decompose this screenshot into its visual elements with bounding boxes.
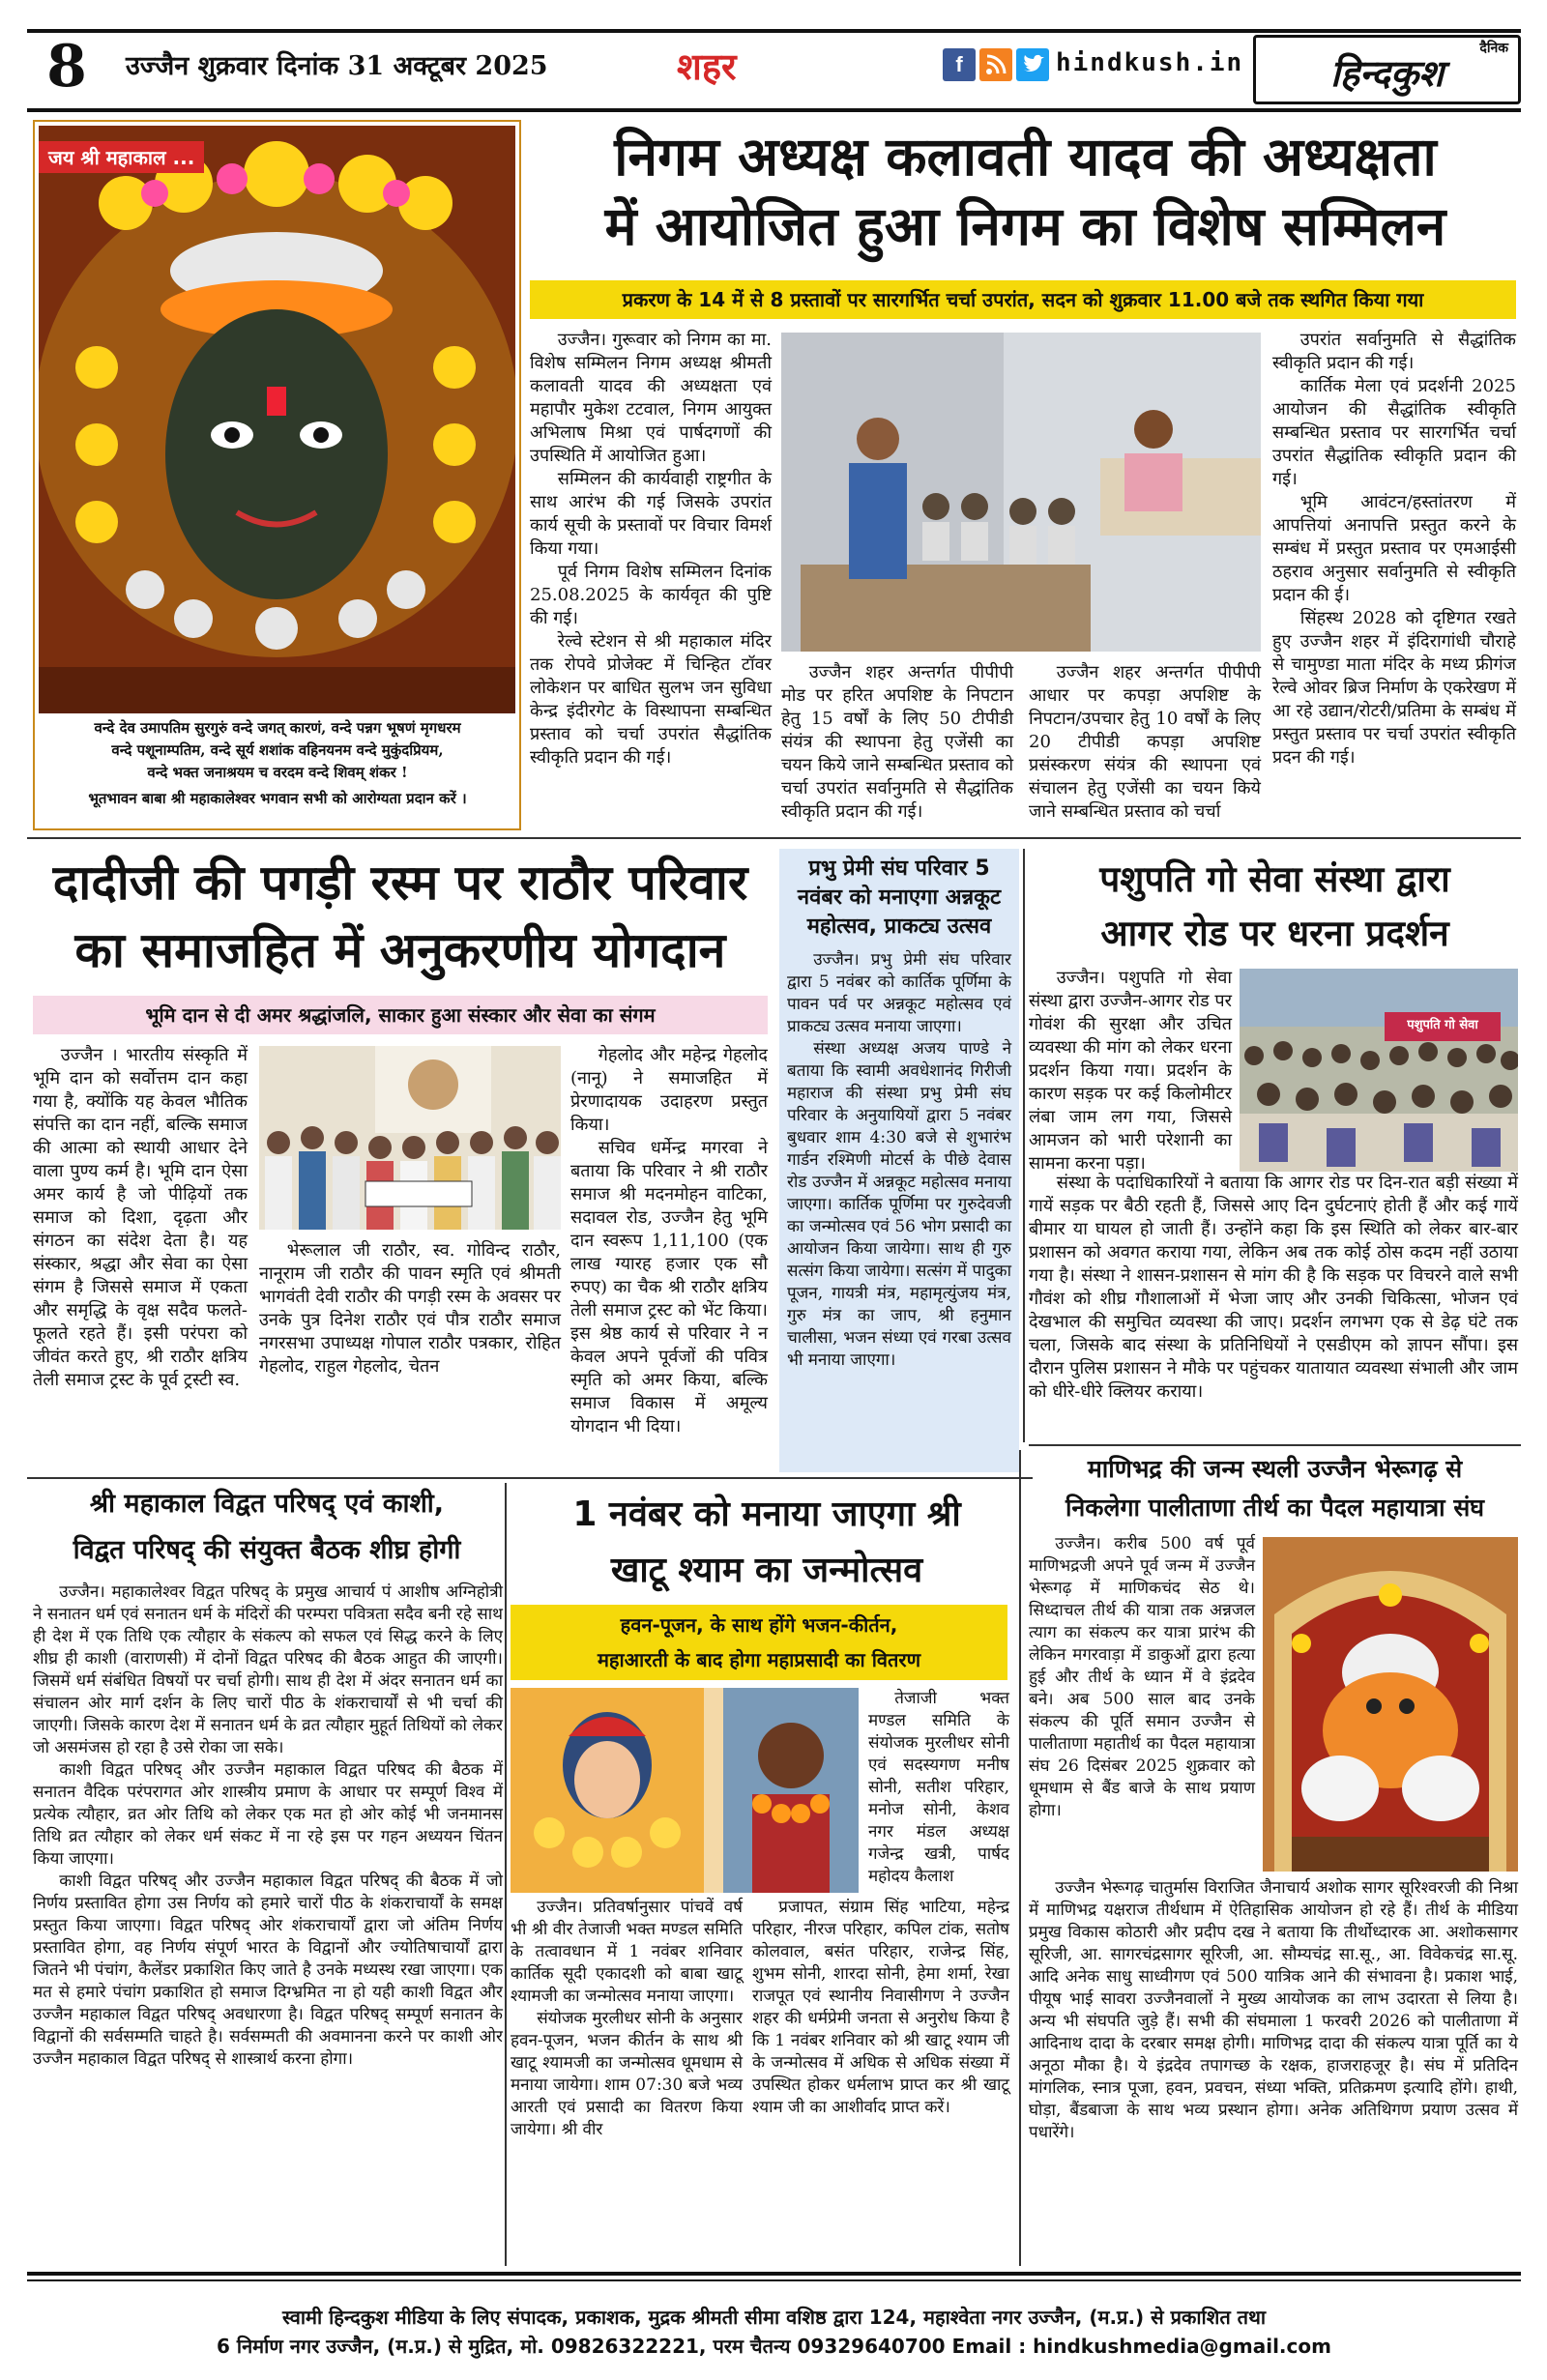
paragraph: सम्मिलन की कार्यवाही राष्ट्रगीत के साथ आरंभ की गई जिसके उपरांत कार्य सूची के प्रस्तावों पर विचार विमर्श किया गया।	[530, 469, 772, 559]
story2-col3	[570, 1044, 768, 1438]
paragraph: काशी विद्वत परिषद् और उज्जैन महाकाल विद्वत परिषद् की बैठक में जो निर्णय प्रस्तावित होगा उस निर्णय को हमारे चारों पीठ के शंकराचार्यों के समक्ष प्रस्तुत किया जाएगा। विद्वत परिषद् ओर शंकराचार्यों द्वारा जो अंतिम निर्णय प्रस्तावित होगा, वह निर्णय संपूर्ण भारत के विद्वानों और ज्योतिषाचार्यों द्वारा जितने भी पंचांग, कैलेंडर प्रकाशित किए जाते है उनके मध्यस्थ रखा जाएगा। एक मत से हमारे पंचांग प्रकाशित हो समाज दिग्भ्रमित ना हो यही काशी विद्वत और उज्जैन महाकाल विद्वत परिषद् अवधारणा है। विद्वत परिषद् सम्पूर्ण सनातन के विद्वानों की सर्वसम्मति चाहते है। सर्वसम्मती की अवमानना करने पर काशी ओर उज्जैन महाकाल विद्वत परिषद् से शास्त्रार्थ करना होगा।	[33, 1872, 503, 2069]
story4-body	[1029, 1172, 1518, 1404]
column-divider	[1023, 849, 1025, 1442]
story6-col2	[752, 1897, 1009, 2119]
story2-headline-line: का समाजहित में अनुकरणीय योगदान	[74, 922, 726, 978]
masthead-logo	[1253, 35, 1521, 104]
story6-headline-line: खाटू श्याम का जन्मोत्सव	[610, 1551, 923, 1590]
paragraph: उज्जैन। महाकालेश्वर विद्वत परिषद् के प्रमुख आचार्य पं आशीष अग्निहोत्री ने सनातन धर्म एवं सनातन धर्म के मंदिरों की परम्परा पवित्रता सदैव बनी रहे साथ ही देश में एक तिथि एक त्यौहार के संकल्प को सफल एवं सिद्ध करने के लिए शीघ्र ही काशी (वाराणसी) में दोनों विद्वत परिषद की बैठक आहुत की जाएगी। जिसमें धर्म संबंधित विषयों पर चर्चा होगी। साथ ही देश में अंदर सनातन धर्म का संचालन ओर मार्ग दर्शन के लिए चारों पीठ के शंकराचार्यों से भी चर्चा की जाएगी। जिसके कारण देश में सनातन धर्म के व्रत त्यौहार मुहूर्त तिथियों को लेकर जो असमंजस हो रहा है उसे रोका जा सके।	[33, 1582, 503, 1757]
paragraph: उज्जैन। पशुपति गो सेवा संस्था द्वारा उज्जैन-आगर रोड पर गोवंश की सुरक्षा और उचित व्यवस्था की मांग को लेकर धरना प्रदर्शन किया गया। प्रदर्शन के कारण सड़क पर कई किलोमीटर लंबा जाम लग गया, जिससे आमजन को भारी परेशानी का सामना करना पड़ा।	[1029, 968, 1232, 1174]
story6-photo	[511, 1688, 859, 1893]
story4-headline-line: आगर रोड पर धरना प्रदर्शन	[1100, 913, 1449, 954]
story1-headline-line: निगम अध्यक्ष कलावती यादव की अध्यक्षता	[614, 126, 1437, 188]
story2-photo	[259, 1046, 561, 1230]
story6-headline-line: 1 नवंबर को मनाया जाएगा श्री	[572, 1495, 961, 1534]
section-divider	[1029, 1444, 1521, 1446]
rss-icon[interactable]	[979, 48, 1012, 81]
story6-subhead-line: महाआरती के बाद होगा महाप्रसादी का वितरण	[597, 1648, 921, 1671]
social-icons	[943, 48, 1049, 81]
caption-line: वन्दे देव उमापतिम सुरगुरुं वन्दे जगत् कारणं, वन्दे पन्नग भूषणं मृगधरम	[94, 719, 461, 737]
story4-banner: पशुपति गो सेवा	[1407, 1018, 1478, 1032]
imprint-footer	[27, 2297, 1521, 2365]
story1-col4	[1272, 329, 1516, 769]
page-number: 8	[46, 33, 87, 101]
story2-headline-line: दादीजी की पगड़ी रस्म पर राठौर परिवार	[52, 855, 748, 911]
story7-headline	[1029, 1450, 1521, 1527]
paragraph: काशी विद्वत परिषद् और उज्जैन महाकाल विद्वत परिषद की बैठक में सनातन वैदिक परंपरागत ओर शास्त्रीय प्रमाण के आधार पर सम्पूर्ण विश्व में प्रत्येक त्यौहार, व्रत ओर तिथि को लेकर एक मत हो ओर कोई भी जनमानस तिथि व्रत त्यौहार को लेकर धर्म संकट में ना रहे इस पर गहन अध्ययन चिंतन किया जाएगा।	[33, 1760, 503, 1869]
mahakal-photo	[39, 126, 515, 713]
paragraph: उज्जैन। गुरूवार को निगम का मा. विशेष सम्मिलन निगम अध्यक्ष श्रीमती कलावती यादव की अध्यक्षता एवं महापौर मुकेश टटवाल, निगम आयुक्त अभिलाष मिश्रा एवं पार्षदगणों की उपस्थिति में आयोजित हुआ।	[530, 330, 772, 466]
story4-headline-line: पशुपति गो सेवा संस्था द्वारा	[1099, 858, 1450, 900]
story7-headline-line: माणिभद्र की जन्म स्थली उज्जैन भेरूगढ़ से	[1087, 1455, 1463, 1483]
story1-photo	[781, 333, 1261, 652]
story6-subhead	[511, 1605, 1007, 1680]
section-divider	[27, 1477, 1033, 1479]
dateline: उज्जैन शुक्रवार दिनांक 31 अक्टूबर 2025	[126, 51, 548, 81]
story2-col2	[259, 1239, 561, 1379]
story2-col1	[33, 1044, 248, 1392]
paragraph: पूर्व निगम विशेष सम्मिलन दिनांक 25.08.2025 के कार्यवृत की पुष्टि की गई।	[530, 562, 772, 628]
paragraph: तेजाजी भक्त मण्डल समिति के संयोजक मुरलीधर सोनी एवं सदस्यगण मनीष सोनी, सतीश परिहार, मनोज सोनी, केशव नगर मंडल अध्यक्ष गजेन्द्र खत्री, पार्षद महोदय कैलाश	[868, 1689, 1009, 1886]
story1-subhead: प्रकरण के 14 में से 8 प्रस्तावों पर सारगर्भित चर्चा उपरांत, सदन को शुक्रवार 11.00 बजे तक स्थगित किया गया	[530, 280, 1516, 319]
caption-line: वन्दे पशूनाम्पतिम, वन्दे सूर्य शशांक वहिनयनम वन्दे मुकुंदप्रियम,	[111, 741, 444, 759]
footer-rule	[27, 2272, 1521, 2276]
paragraph: उज्जैन। प्रतिवर्षानुसार पांचवें वर्ष भी श्री वीर तेजाजी भक्त मण्डल समिति के तत्वावधान में 1 नवंबर शनिवार कार्तिक सूदी एकादशी को बाबा खाटू श्यामजी का जन्मोत्सव मनाया जाएगा।	[511, 1898, 743, 2006]
paragraph: उज्जैन शहर अन्तर्गत पीपीपी आधार पर कपड़ा अपशिष्ट के निपटान/उपचार हेतु 10 वर्षों के लिए 20 टीपीडी कपड़ा अपशिष्ट प्रसंस्करण संयंत्र की स्थापना एवं संचालन हेतु एजेंसी का चयन किये जाने सम्बन्धित प्रस्ताव को चर्चा	[1029, 662, 1261, 822]
mahakal-label: जय श्री महाकाल ...	[39, 141, 204, 173]
story3-headline: प्रभु प्रेमी संघ परिवार 5 नवंबर को मनाएगा अन्नकूट महोत्सव, प्राकट्य उत्सव	[797, 856, 1002, 939]
story1-headline	[530, 122, 1521, 261]
story7-photo	[1263, 1537, 1518, 1872]
story2-headline	[33, 849, 768, 984]
story7-body	[1029, 1877, 1518, 2144]
story5-headline-line: श्री महाकाल विद्वत परिषद् एवं काशी,	[89, 1489, 445, 1519]
paragraph: उपरांत सर्वानुमति से सैद्धांतिक स्वीकृति प्रदान की गई।	[1272, 330, 1516, 373]
paragraph: कार्तिक मेला एवं प्रदर्शनी 2025 आयोजन की सैद्धांतिक स्वीकृति सम्बन्धित प्रस्ताव पर सारगर्भित चर्चा उपरांत सैद्धांतिक स्वीकृति प्रदान की गई।	[1272, 376, 1516, 489]
mahakal-box	[33, 120, 521, 830]
paragraph: उज्जैन शहर अन्तर्गत पीपीपी मोड पर हरित अपशिष्ट के निपटान हेतु 15 वर्षों के लिए 50 टीपीडी संयंत्र की स्थापना हेतु एजेंसी का चयन किये जाने सम्बन्धित प्रस्ताव को चर्चा उपरांत सर्वानुमति से सैद्धांतिक स्वीकृति प्रदान की गई।	[781, 662, 1013, 822]
story6-headline	[511, 1487, 1023, 1599]
story1-col3	[1029, 661, 1261, 824]
story6-subhead-line: हवन-पूजन, के साथ होंगे भजन-कीर्तन,	[620, 1613, 898, 1637]
story1-col1	[530, 329, 772, 769]
story7-lead	[1029, 1533, 1255, 1822]
paragraph: संस्था के पदाधिकारियों ने बताया कि आगर रोड पर दिन-रात बड़ी संख्या में गायें सड़क पर बैठी रहती हैं, जिससे आए दिन दुर्घटनाएं होती हैं और कई गायें बीमार या घायल हो जाती हैं। उन्होंने कहा कि इस स्थिति को लेकर बार-बार प्रशासन को अवगत कराया गया, लेकिन अब तक कोई ठोस कदम नहीं उठाया गया है। संस्था ने शासन-प्रशासन से मांग की है कि सड़क पर विचरने वाले सभी गौवंश को शीघ्र गौशालाओं में भेजा जाए और उनकी चिकित्सा, भोजन एवं देखभाल की समुचित व्यवस्था की जाए। प्रदर्शन लगभग एक से डेढ़ घंटे तक चला, जिसके बाद संस्था के प्रतिनिधियों ने एसडीएम को ज्ञापन सौंपा। इस दौरान पुलिस प्रशासन ने मौके पर पहुंचकर यातायात व्यवस्था संभाली और जाम को धीरे-धीरे क्लियर कराया।	[1029, 1173, 1518, 1402]
paragraph: सचिव धर्मेन्द्र मगरवा ने बताया कि परिवार ने श्री राठौर समाज श्री मदनमोहन वाटिका, सदावल रोड, उज्जैन हेतु भूमि दान स्वरूप 1,11,100 (एक लाख ग्यारह हजार एक सौ रुपए) का चैक श्री राठौर क्षत्रिय तेली समाज ट्रस्ट को भेंट किया। इस श्रेष्ठ कार्य से परिवार ने न केवल अपने पूर्वजों की पवित्र स्मृति को अमर किया, बल्कि समाज विकास में अमूल्य योगदान भी दिया।	[570, 1138, 768, 1437]
paragraph: उज्जैन । भारतीय संस्कृति में भूमि दान को सर्वोत्तम दान कहा गया है, क्योंकि यह केवल भौतिक संपत्ति का दान नहीं, बल्कि समाज की आत्मा को स्थायी आधार देने वाला पुण्य कर्म है। भूमि दान ऐसा अमर कार्य है जो पीढ़ियों तक समाज को दिशा, दृढ़ता और संगठन का संदेश देता है। यह संस्कार, श्रद्धा और सेवा का ऐसा संगम है जिससे समाज में एकता और समृद्धि के वृक्ष सदैव फलते-फूलते रहते हैं। इसी परंपरा को जीवंत करते हुए, श्री राठौर क्षत्रिय तेली समाज ट्रस्ट के पूर्व ट्रस्टी स्व.	[33, 1045, 248, 1390]
caption-line: वन्दे भक्त जनाश्रयम च वरदम वन्दे शिवम् शंकर !	[147, 764, 408, 781]
paragraph: रेल्वे स्टेशन से श्री महाकाल मंदिर तक रोपवे प्रोजेक्ट में चिन्हित टॉवर लोकेशन पर बाधित सुलभ जन सुविधा केन्द्र इंदीरगेट के विस्थापना सम्बन्धित प्रस्ताव को चर्चा उपरांत सैद्धांतिक स्वीकृति प्रदान की गई।	[530, 631, 772, 768]
story6-col1	[511, 1897, 743, 2141]
paragraph: गेहलोद और महेन्द्र गेहलोद (नानू) ने समाजहित में प्रेरणादायक उदाहरण प्रस्तुत किया।	[570, 1045, 768, 1135]
paragraph: संयोजक मुरलीधर सोनी के अनुसार हवन-पूजन, भजन कीर्तन के साथ श्री खाटू श्यामजी का जन्मोत्सव धूमधाम से मनाया जायेगा। शाम 07:30 बजे भव्य आरती एवं प्रसादी का वितरण किया जायेगा। श्री वीर	[511, 2009, 743, 2139]
story2-subhead: भूमि दान से दी अमर श्रद्धांजलि, साकार हुआ संस्कार और सेवा का संगम	[33, 996, 768, 1034]
twitter-icon[interactable]	[1016, 48, 1049, 81]
paragraph: उज्जैन। प्रभु प्रेमी संघ परिवार द्वारा 5 नवंबर को कार्तिक पूर्णिमा के पावन पर्व पर अन्नकूट महोत्सव एवं प्राकट्य उत्सव मनाया जाएगा।	[787, 950, 1011, 1036]
story7-headline-line: निकलेगा पालीताणा तीर्थ का पैदल महायात्रा संघ	[1065, 1494, 1485, 1522]
masthead-title: हिन्दकुश	[1330, 51, 1444, 95]
website-url[interactable]: hindkush.in	[1056, 48, 1244, 77]
story3-box	[779, 849, 1019, 1472]
story4-photo	[1240, 969, 1518, 1172]
column-divider	[1019, 1450, 1021, 2266]
paragraph: सिंहस्थ 2028 को दृष्टिगत रखते हुए उज्जैन शहर में इंदिरागांधी चौराहे से चामुण्डा माता मंदिर के मध्य फ्रीगंज रेल्वे ओवर ब्रिज निर्माण के एकरेखण में आ रहे उद्यान/रोटरी/प्रतिमा के सम्बंध में प्रस्तुत प्रस्ताव पर चर्चा उपरांत स्वीकृति प्रदन की गई।	[1272, 608, 1516, 768]
story6-side	[868, 1688, 1009, 1888]
paragraph: भेरूलाल जी राठौर, स्व. गोविन्द राठौर, नानूराम जी राठौर की पावन स्मृति एवं श्रीमती भागवंती देवी राठौर की पगड़ी रस्म के अवसर पर उनके पुत्र दिनेश राठौर एवं पौत्र राठौर समाज नगरसभा उपाध्यक्ष गोपाल राठौर पत्रकार, रोहित गेहलोद, राहुल गेहलोद, चेतन	[259, 1240, 561, 1377]
paragraph: प्रजापत, संग्राम सिंह भाटिया, महेन्द्र परिहार, नीरज परिहार, कपिल टांक, सतोष कोलवाल, बसंत परिहार, राजेन्द्र सिंह, शुभम सोनी, शारदा सोनी, हेमा शर्मा, रेखा राजपूत एवं स्थानीय निवासीगण ने उज्जैन शहर की धर्मप्रेमी जनता से अनुरोध किया है कि 1 नवंबर शनिवार को श्री खाटू श्याम जी के जन्मोत्सव में अधिक से अधिक संख्या में उपस्थित होकर धर्मलाभ प्राप्त कर श्री खाटू श्याम जी का आशीर्वाद प्राप्त करें।	[752, 1898, 1009, 2117]
paragraph: उज्जैन भेरूगढ़ चातुर्मास विराजित जैनाचार्य अशोक सागर सूरिश्वरजी की निश्रा में माणिभद्र यक्षराज तीर्थधाम में ऐतिहासिक आयोजन हो रहे हैं। तीर्थ के मीडिया प्रमुख विकास कोठारी और प्रदीप दख ने बताया कि तीर्थोध्दारक आ. अशोकसागर सूरिजी, आ. सागरचंद्रसागर सूरिजी, आ. सौम्यचंद्र सा.सू., आ. विवेकचंद्र सा.सू. आदि अनेक साधु साध्वीगण एवं 500 यात्रिक आने की संभावना है। प्रकाश भाई, पीयूष भाई सावरा उज्जैनवालों ने मुख्य आयोजक का लाभ उदारता से लिया है। अन्य भी संघपति जुड़े हैं। सभी की संघमाला 1 फरवरी 2026 को पालीताणा में आदिनाथ दादा के दरबार समक्ष होगी। माणिभद्र दादा की संकल्प यात्रा पूर्ति का ये अनूठा मौका है। ये इंद्रदेव तपागच्छ के रक्षक, हाजराहजूर है। संघ में प्रतिदिन मांगलिक, स्नात्र पूजा, हवन, प्रवचन, संध्या भक्ति, प्रतिक्रमण इत्यादि होंगे। हाथी, घोड़ा, बैंडबाजा के साथ भव्य प्रस्थान होगा। अनेक अतिथिगण प्रयाण उत्सव में पधारेंगे।	[1029, 1878, 1518, 2142]
section-divider	[27, 837, 1521, 839]
paragraph: उज्जैन। करीब 500 वर्ष पूर्व माणिभद्रजी अपने पूर्व जन्म में उज्जैन भेरूगढ़ में माणिकचंद सेठ थे। सिध्दाचल तीर्थ की यात्रा तक अन्नजल त्याग का संकल्प कर यात्रा प्रारंभ की लेकिन मगरवाड़ा में डाकुओं द्वारा हत्या हुई और तीर्थ के ध्यान में वे इंद्रदेव बने। अब 500 साल बाद उनके संकल्प की पूर्ति समान उज्जैन से पालीताणा महातीर्थ का पैदल महायात्रा संघ 26 दिसंबर 2025 शुक्रवार को धूमधाम से बैंड बाजे के साथ प्रयाण होगा।	[1029, 1534, 1255, 1820]
mahakal-caption	[41, 717, 514, 810]
story4-headline	[1029, 853, 1521, 961]
paragraph: संस्था अध्यक्ष अजय पाण्डे ने बताया कि स्वामी अवधेशानंद गिरीजी महाराज की संस्था प्रभु प्रेमी संघ परिवार के अनुयायियों द्वारा 5 नवंबर बुधवार शाम 4:30 बजे से शुभारंभ गार्डन रश्मिणी मोटर्स के पीछे देवास रोड उज्जैन में अन्नकूट महोत्सव मनाया जाएगा। कार्तिक पूर्णिमा पर गुरुदेवजी का जन्मोत्सव एवं 56 भोग प्रसादी का आयोजन किया जायेगा। साथ ही गुरु सत्संग किया जायेगा। सत्संग में पादुका पूजन, गायत्री मंत्र, महामृत्युंजय मंत्र, गुरु मंत्र का जाप, श्री हनुमान चालीसा, भजन संध्या एवं गरबा उत्सव भी मनाया जाएगा।	[787, 1039, 1011, 1370]
imprint-line: 6 निर्माण नगर उज्जैन, (म.प्र.) से मुद्रित, मो. 09826322221, परम चैतन्य 09329640700 Email : hindkushmedia@gmail.com	[217, 2335, 1331, 2358]
masthead-small: दैनिक	[1479, 41, 1508, 56]
section-name: शहर	[677, 44, 737, 88]
paragraph: भूमि आवंटन/हस्तांतरण में आपत्तियां अनापत्ति प्रस्तुत करने के सम्बंध में प्रस्तुत प्रस्ताव पर एमआईसी ठहराव अनुसार सर्वानुमति से स्वीकृति प्रदान की ई।	[1272, 492, 1516, 605]
header-bottom-rule	[27, 108, 1521, 112]
header-top-rule	[27, 29, 1521, 33]
imprint-line: स्वामी हिन्दकुश मीडिया के लिए संपादक, प्रकाशक, मुद्रक श्रीमती सीमा वशिष्ठ द्वारा 124, महाश्वेता नगर उज्जैन, (म.प्र.) से प्रकाशित तथा	[281, 2306, 1267, 2329]
story1-col2	[781, 661, 1013, 824]
column-divider	[505, 1483, 507, 2266]
facebook-icon[interactable]: f	[943, 48, 976, 81]
story5-headline	[33, 1481, 501, 1574]
story1-headline-line: में आयोजित हुआ निगम का विशेष सम्मिलन	[604, 195, 1446, 257]
story4-lead	[1029, 967, 1232, 1175]
story5-body	[33, 1582, 503, 2071]
story5-headline-line: विद्वत परिषद् की संयुक्त बैठक शीघ्र होगी	[73, 1535, 461, 1565]
caption-blessing: भूतभावन बाबा श्री महाकालेश्वर भगवान सभी को आरोग्यता प्रदान करें ।	[88, 790, 467, 807]
story3-body	[779, 947, 1019, 1374]
footer-rule	[27, 2279, 1521, 2281]
